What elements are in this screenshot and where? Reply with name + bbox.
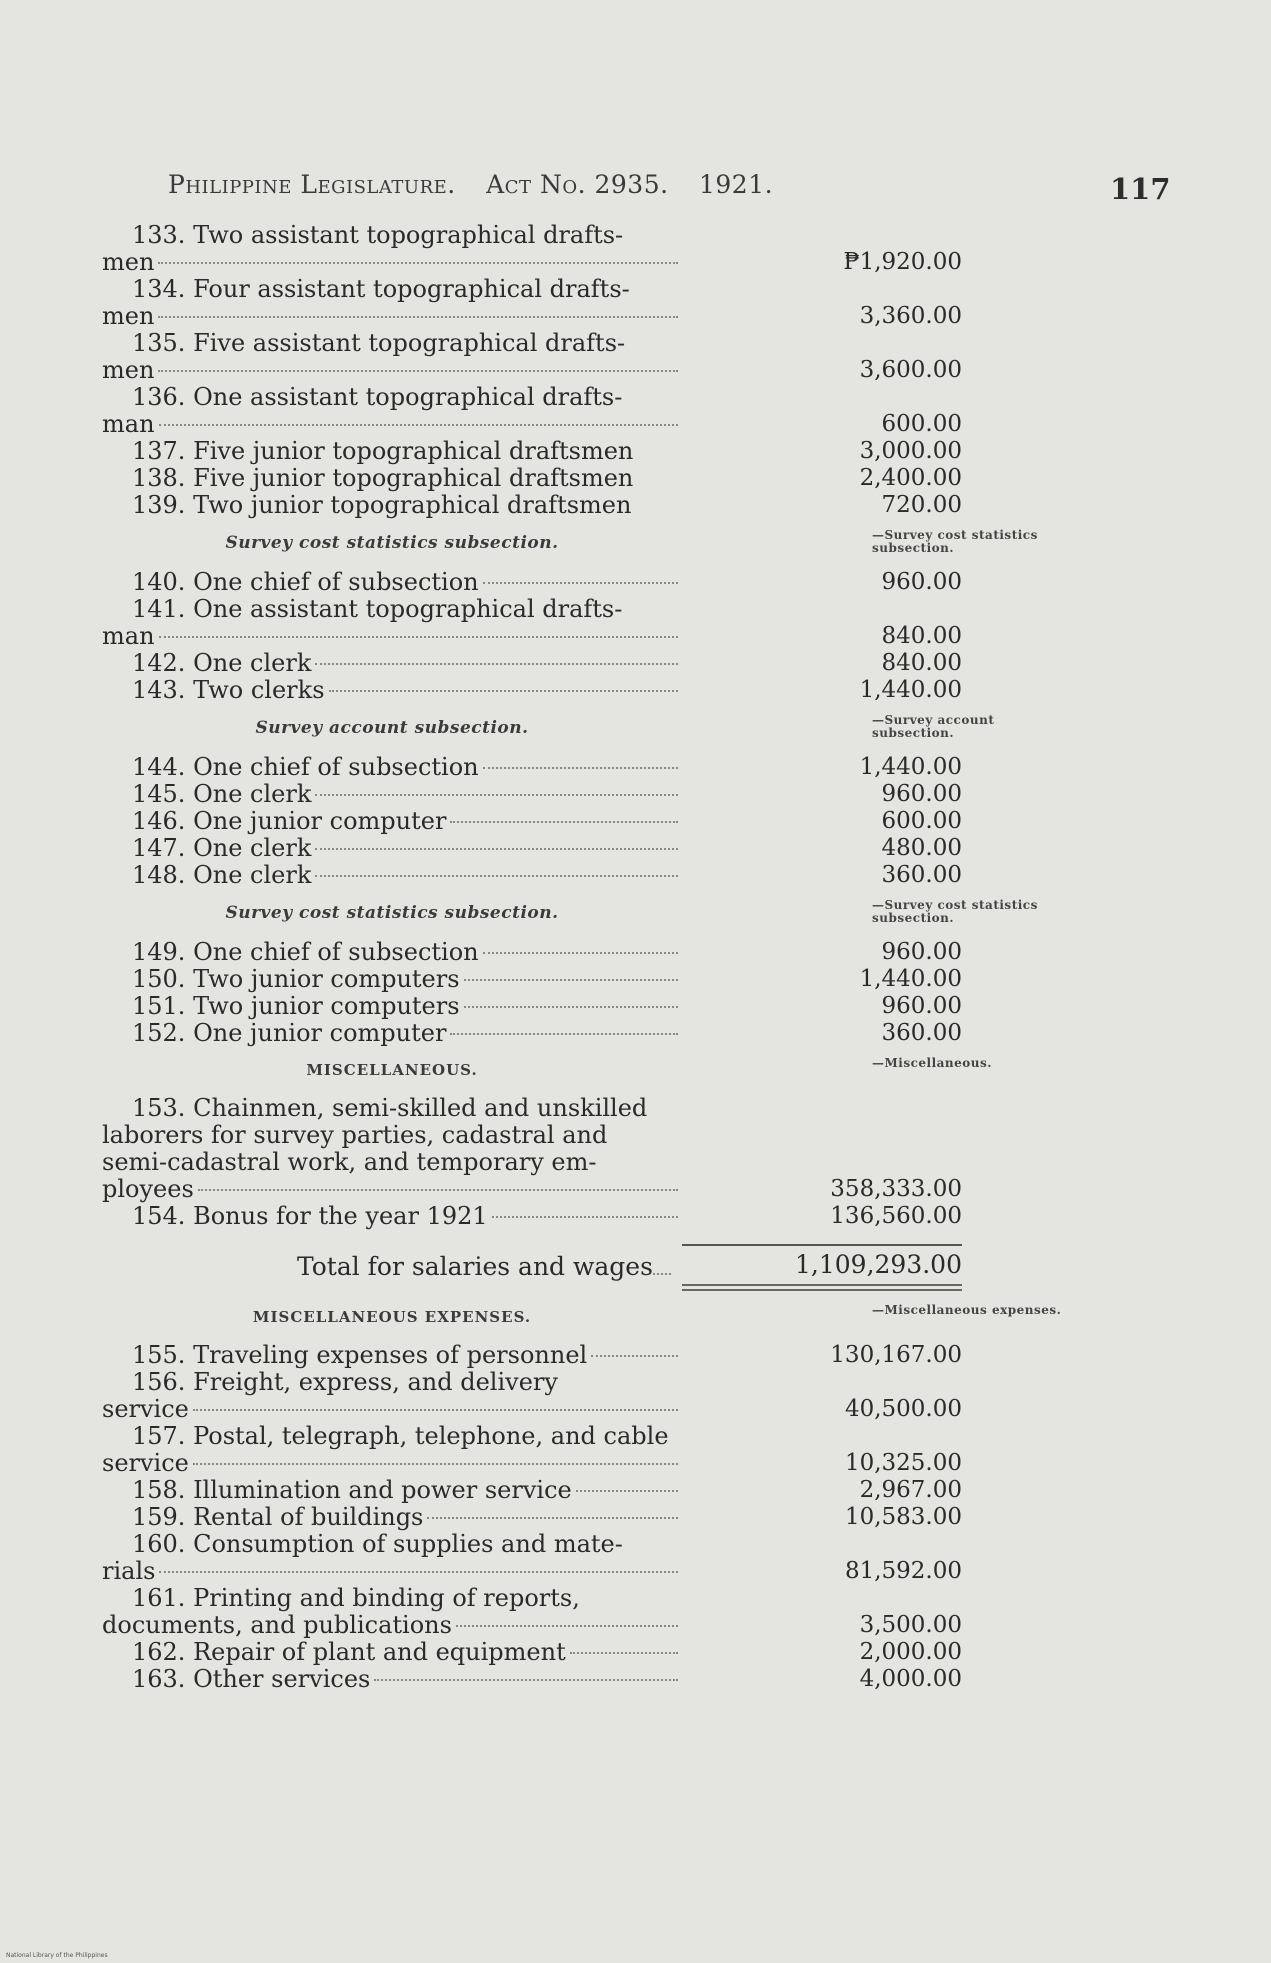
amount: 480.00: [881, 835, 962, 861]
amount: 3,000.00: [859, 438, 962, 464]
list-item: 154. Bonus for the year 1921 136,560.00: [132, 1202, 962, 1230]
list-item: 136. One assistant topographical drafts- man 600.00: [102, 383, 962, 438]
amount: 10,325.00: [844, 1450, 962, 1476]
amount: 960.00: [881, 569, 962, 595]
list-item: 156. Freight, express, and delivery service 40,500.00: [102, 1368, 962, 1423]
list-item: 151. Two junior computers 960.00: [132, 992, 962, 1020]
list-item: 148. One clerk 360.00: [132, 861, 962, 889]
act-year: 1921.: [699, 170, 774, 199]
list-item: 139. Two junior topographical draftsmen 720.00: [132, 491, 962, 519]
section-heading: MISCELLANEOUS. —Miscellaneous.: [102, 1061, 682, 1079]
amount: 81,592.00: [844, 1558, 962, 1584]
act-number: Act No. 2935.: [486, 170, 669, 199]
list-item: 149. One chief of subsection 960.00: [132, 938, 962, 966]
amount: 3,360.00: [859, 303, 962, 329]
list-item: 147. One clerk 480.00: [132, 834, 962, 862]
list-item: 155. Traveling expenses of personnel 130,167.00: [132, 1341, 962, 1369]
section-heading: Survey cost statistics subsection. —Survey cost statistics subsection.: [102, 533, 682, 553]
list-item: 158. Illumination and power service 2,967.00: [132, 1476, 962, 1504]
amount: 600.00: [881, 808, 962, 834]
amount: 130,167.00: [830, 1342, 962, 1368]
amount: 960.00: [881, 781, 962, 807]
list-item: 163. Other services 4,000.00: [132, 1665, 962, 1693]
list-item: 161. Printing and binding of reports, documents, and publications 3,500.00: [102, 1584, 962, 1639]
amount: 2,000.00: [859, 1639, 962, 1665]
page-number: 117: [1110, 172, 1171, 206]
total-rule: [682, 1244, 962, 1246]
margin-note: —Miscellaneous expenses.: [872, 1303, 1062, 1317]
amount: 360.00: [881, 862, 962, 888]
section-heading: MISCELLANEOUS EXPENSES. —Miscellaneous expenses.: [102, 1308, 682, 1326]
list-item: 146. One junior computer 600.00: [132, 807, 962, 835]
list-item: 141. One assistant topographical drafts- man 840.00: [102, 595, 962, 650]
running-head: [168, 170, 795, 199]
amount: 3,500.00: [859, 1612, 962, 1638]
margin-note: —Survey account subsection.: [872, 713, 995, 740]
amount: 840.00: [881, 650, 962, 676]
list-item: 133. Two assistant topographical drafts- men ₱1,920.00: [102, 221, 962, 276]
amount: 1,440.00: [859, 754, 962, 780]
amount: 136,560.00: [830, 1203, 962, 1229]
list-item: 162. Repair of plant and equipment 2,000.00: [132, 1638, 962, 1666]
list-item: 142. One clerk 840.00: [132, 649, 962, 677]
total-double-rule: [682, 1284, 962, 1291]
amount: 2,400.00: [859, 465, 962, 491]
amount: 960.00: [881, 939, 962, 965]
section-heading: Survey account subsection. —Survey account subsection.: [102, 718, 682, 738]
list-item: 135. Five assistant topographical drafts- men 3,600.00: [102, 329, 962, 384]
list-item: 157. Postal, telegraph, telephone, and cable service 10,325.00: [102, 1422, 962, 1477]
publisher-title: Philippine Legislature.: [168, 170, 456, 199]
list-item: 137. Five junior topographical draftsmen 3,000.00: [132, 437, 962, 465]
list-item: 160. Consumption of supplies and mate- rials 81,592.00: [102, 1530, 962, 1585]
amount: 600.00: [881, 411, 962, 437]
list-item: 144. One chief of subsection 1,440.00: [132, 753, 962, 781]
list-item: 145. One clerk 960.00: [132, 780, 962, 808]
amount: 2,967.00: [859, 1477, 962, 1503]
amount: 960.00: [881, 993, 962, 1019]
amount: 4,000.00: [859, 1666, 962, 1692]
total-label: Total for salaries and wages: [297, 1252, 671, 1281]
amount: 10,583.00: [844, 1504, 962, 1530]
section-heading: Survey cost statistics subsection. —Survey cost statistics subsection.: [102, 903, 682, 923]
list-item: 143. Two clerks 1,440.00: [132, 676, 962, 704]
amount: 3,600.00: [859, 357, 962, 383]
amount: ₱1,920.00: [843, 249, 962, 275]
margin-note: —Miscellaneous.: [872, 1056, 992, 1070]
list-item: 153. Chainmen, semi-skilled and unskilled laborers for survey parties, cadastral and semi-cadastral work, and temporary em- ployees 358,333.00: [102, 1094, 962, 1203]
appropriations-list: [102, 222, 1102, 1693]
amount: 358,333.00: [830, 1176, 962, 1202]
list-item: 134. Four assistant topographical drafts- men 3,360.00: [102, 275, 962, 330]
list-item: 140. One chief of subsection 960.00: [132, 568, 962, 596]
amount: 1,440.00: [859, 677, 962, 703]
amount: 1,440.00: [859, 966, 962, 992]
list-item: 138. Five junior topographical draftsmen 2,400.00: [132, 464, 962, 492]
list-item: 152. One junior computer 360.00: [132, 1019, 962, 1047]
scan-credit: National Library of the Philippines: [6, 1952, 108, 1959]
amount: 360.00: [881, 1020, 962, 1046]
total-amount: 1,109,293.00: [795, 1250, 962, 1279]
amount: 840.00: [881, 623, 962, 649]
margin-note: —Survey cost statistics subsection.: [872, 528, 1038, 555]
total-row: [102, 1246, 1102, 1286]
amount: 40,500.00: [844, 1396, 962, 1422]
list-item: 159. Rental of buildings 10,583.00: [132, 1503, 962, 1531]
amount: 720.00: [881, 492, 962, 518]
list-item: 150. Two junior computers 1,440.00: [132, 965, 962, 993]
margin-note: —Survey cost statistics subsection.: [872, 898, 1038, 925]
